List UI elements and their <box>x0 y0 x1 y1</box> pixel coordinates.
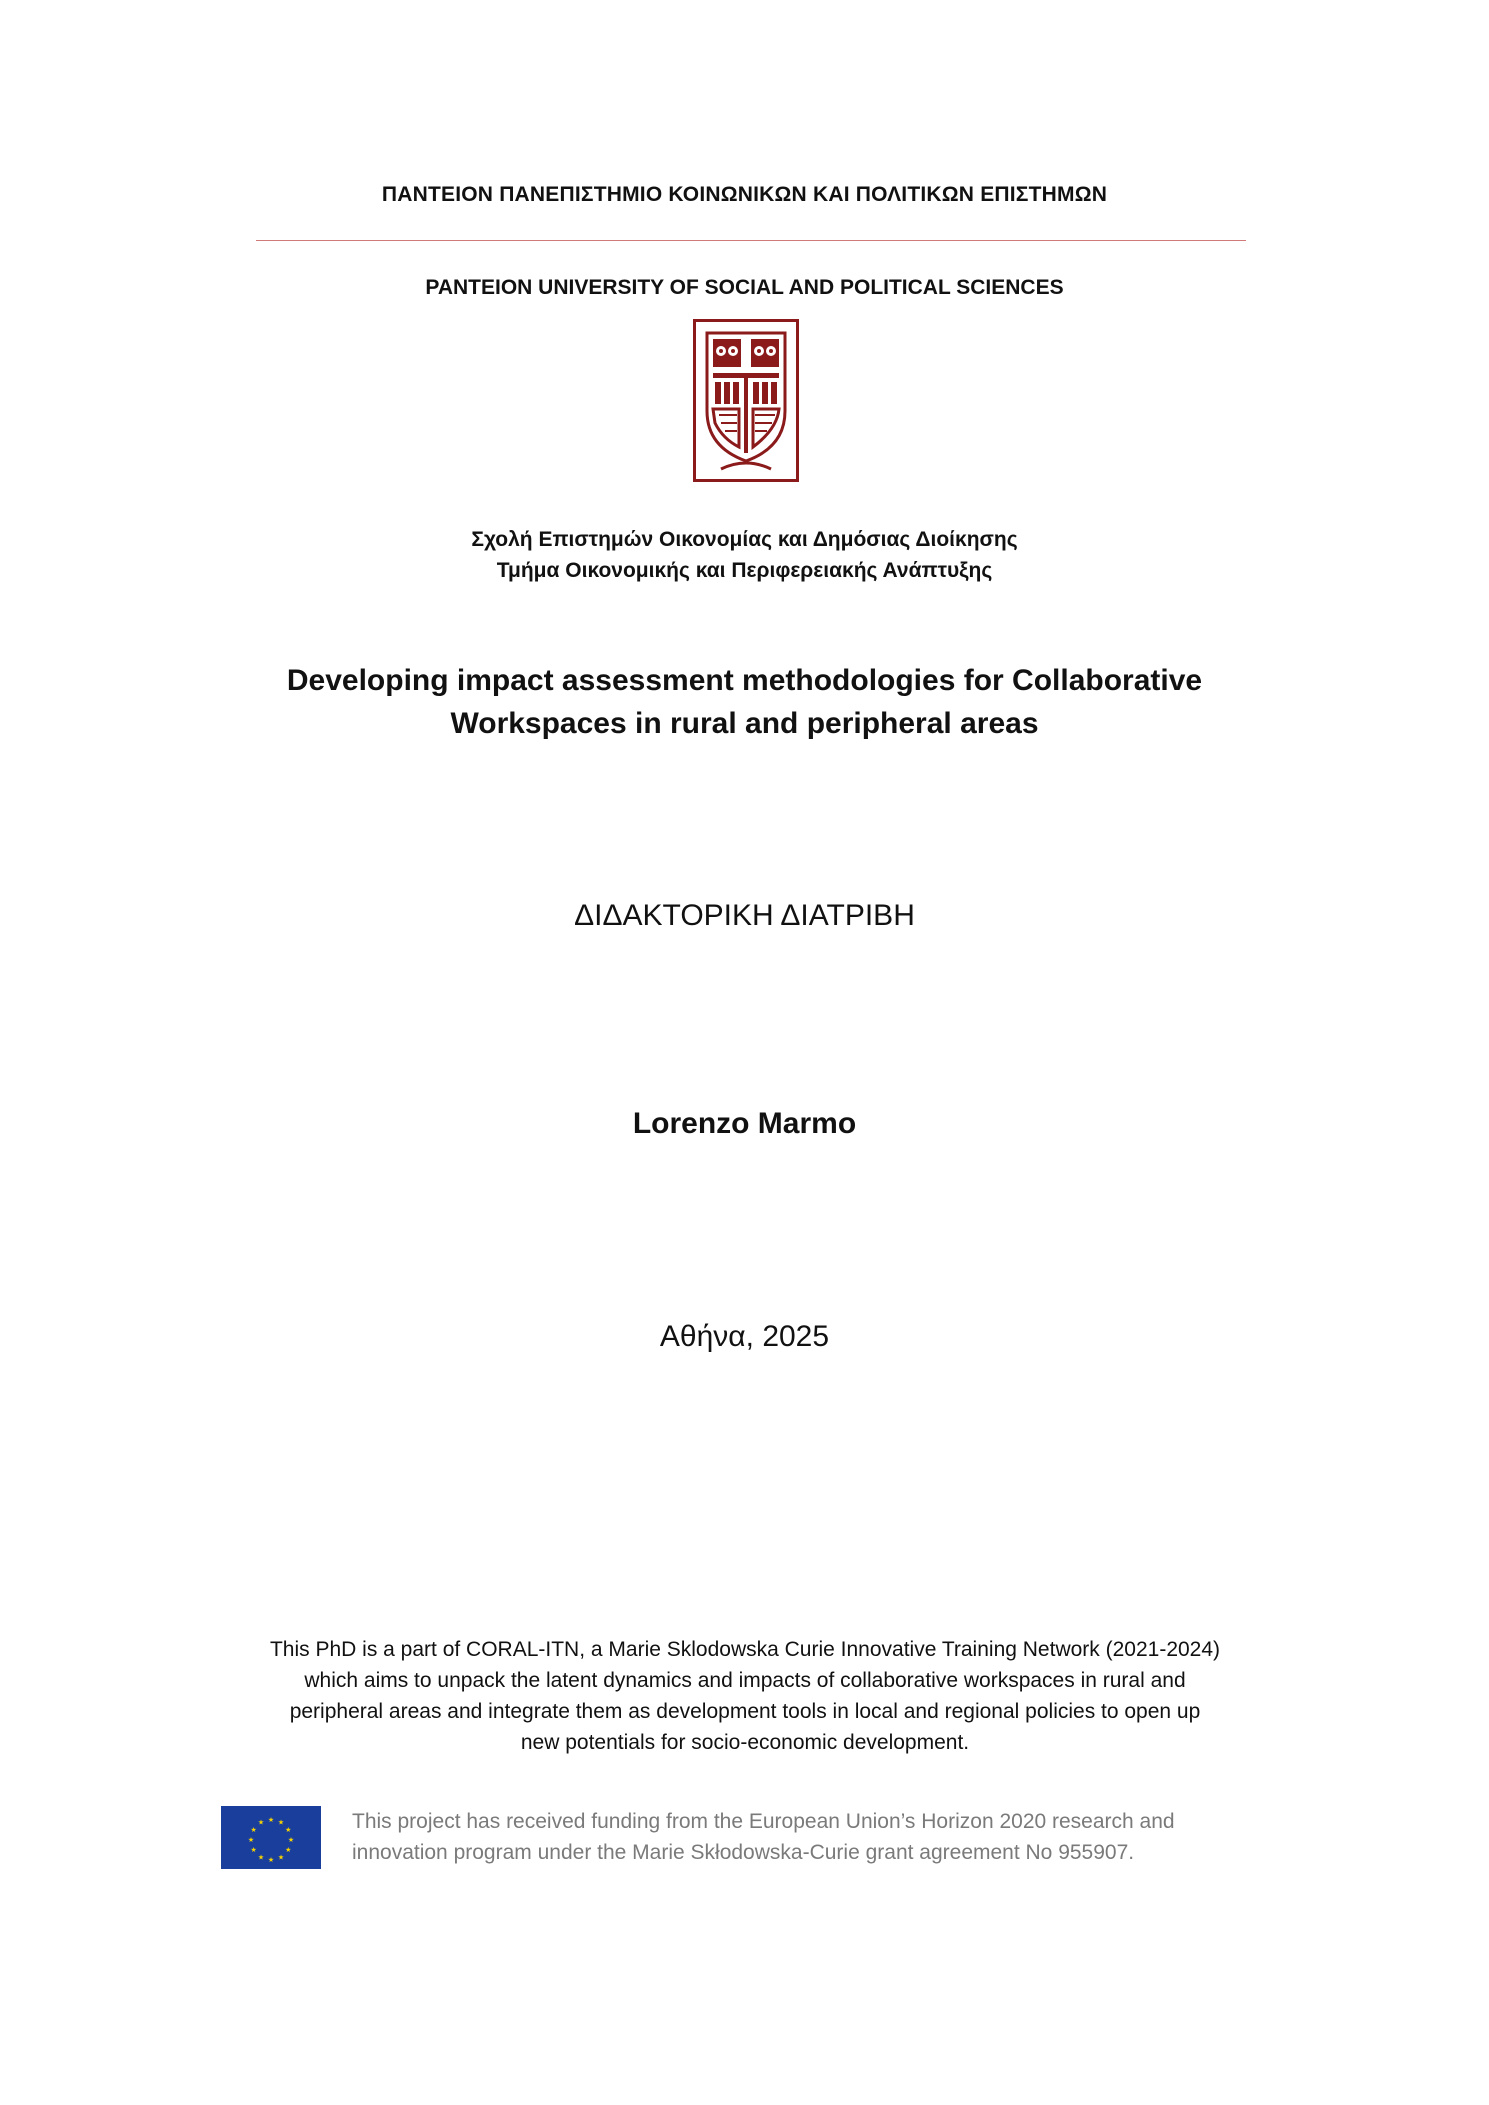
school-name: Σχολή Επιστημών Οικονομίας και Δημόσιας Διοίκησης <box>471 528 1018 551</box>
university-crest-icon <box>693 319 799 482</box>
document-type: ΔΙΔΑΚΤΟΡΙΚΗ ΔΙΑΤΡΙΒΗ <box>574 899 915 932</box>
svg-text:★: ★ <box>250 1846 257 1854</box>
project-description-line: peripheral areas and integrate them as development tools in local and regional policies to open up <box>289 1700 1201 1723</box>
svg-text:★: ★ <box>287 1836 295 1844</box>
funding-acknowledgement <box>352 1806 1292 1868</box>
svg-text:★: ★ <box>257 1853 265 1862</box>
project-description-line: new potentials for socio-economic development. <box>520 1731 970 1754</box>
svg-text:★: ★ <box>250 1826 257 1834</box>
project-description-line: which aims to unpack the latent dynamics and impacts of collaborative workspaces in rural and <box>304 1669 1186 1692</box>
place-and-date: Αθήνα, 2025 <box>659 1320 830 1353</box>
funding-line: This project has received funding from the European Union’s Horizon 2020 research and <box>352 1810 1175 1833</box>
funding-line: innovation program under the Marie Skłodowska-Curie grant agreement No 955907. <box>352 1841 1135 1864</box>
department-name: Τμήμα Οικονομικής και Περιφερειακής Ανάπτυξης <box>496 559 993 582</box>
project-description <box>220 1634 1270 1758</box>
svg-text:★: ★ <box>277 1853 285 1862</box>
thesis-title-line-1: Developing impact assessment methodologies for Collaborative <box>286 664 1203 697</box>
svg-text:★: ★ <box>247 1836 255 1844</box>
svg-text:★: ★ <box>267 1816 275 1824</box>
university-name-english: PANTEION UNIVERSITY OF SOCIAL AND POLITICAL SCIENCES <box>425 276 1064 299</box>
header-divider <box>256 240 1246 241</box>
svg-text:★: ★ <box>267 1856 275 1864</box>
project-description-line: This PhD is a part of CORAL-ITN, a Marie Sklodowska Curie Innovative Training Network (2021-2024) <box>269 1638 1221 1661</box>
thesis-title-line-2: Workspaces in rural and peripheral areas <box>450 707 1039 740</box>
svg-text:★: ★ <box>257 1818 265 1827</box>
author-name: Lorenzo Marmo <box>632 1107 857 1140</box>
svg-text:★: ★ <box>277 1818 285 1827</box>
university-name-greek: ΠΑΝΤΕΙΟΝ ΠΑΝΕΠΙΣΤΗΜΙΟ ΚΟΙΝΩΝΙΚΩΝ ΚΑΙ ΠΟΛΙΤΙΚΩΝ ΕΠΙΣΤΗΜΩΝ <box>381 183 1108 206</box>
svg-text:★: ★ <box>285 1846 292 1854</box>
eu-flag-icon <box>221 1806 321 1869</box>
svg-text:★: ★ <box>285 1826 292 1834</box>
